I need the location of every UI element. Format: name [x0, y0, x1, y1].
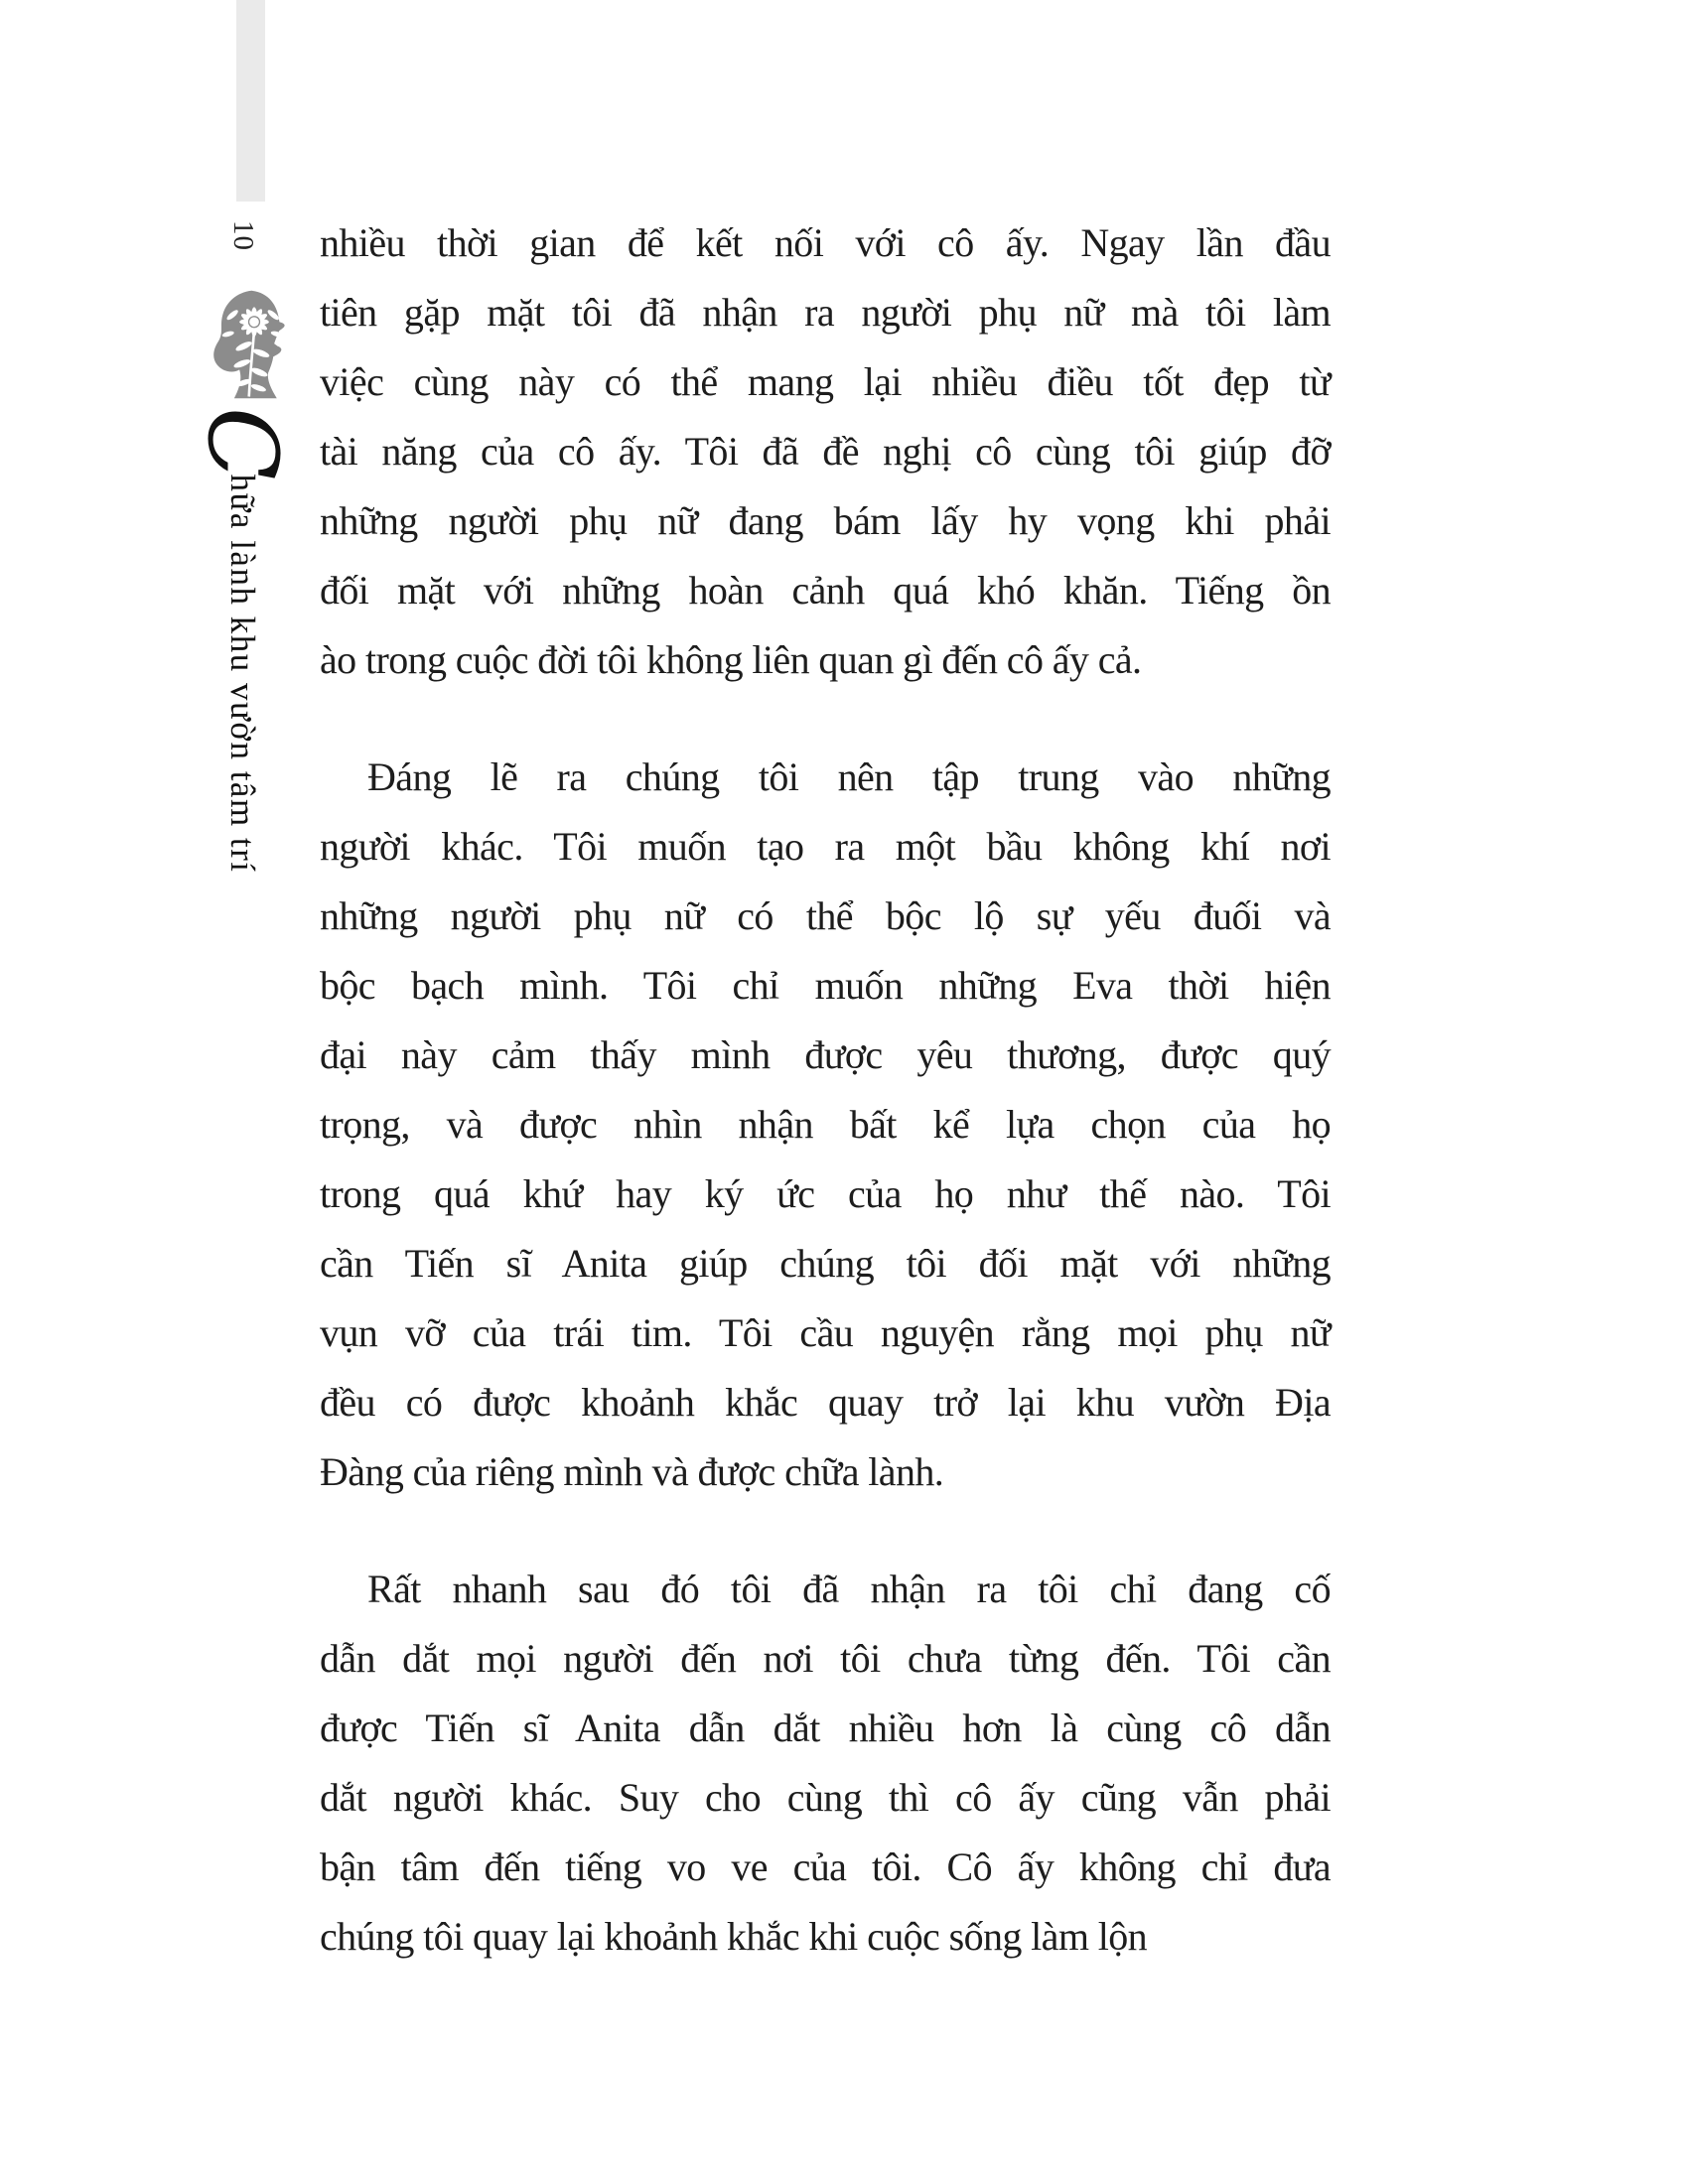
woman-flower-icon: [211, 289, 298, 400]
text-line: Đàng của riêng mình và được chữa lành.: [320, 1449, 944, 1494]
text-line: vụn vỡ của trái tim. Tôi cầu nguyện rằng mọi phụ nữ: [320, 1310, 1331, 1355]
text-line: trong quá khứ hay ký ức của họ như thế nào. Tôi: [320, 1171, 1331, 1216]
paragraph: [320, 208, 1331, 695]
text-line: bộc bạch mình. Tôi chỉ muốn những Eva thời hiện: [320, 963, 1331, 1008]
paragraph: [320, 743, 1331, 1507]
text-line: việc cùng này có thể mang lại nhiều điều tốt đẹp từ: [320, 359, 1331, 404]
woman-flower-icon-svg: [211, 289, 298, 400]
body-text: [320, 208, 1331, 1972]
text-line: Đáng lẽ ra chúng tôi nên tập trung vào những: [367, 754, 1331, 799]
page-number: 10: [227, 220, 259, 251]
text-line: trọng, và được nhìn nhận bất kể lựa chọn của họ: [320, 1102, 1331, 1147]
running-title-text: hữa lành khu vườn tâm trí: [223, 474, 262, 874]
margin-accent-bar: [236, 0, 265, 202]
text-line: chúng tôi quay lại khoảnh khắc khi cuộc sống làm lộn: [320, 1914, 1148, 1959]
text-line: dắt người khác. Suy cho cùng thì cô ấy cũng vẫn phải: [320, 1775, 1331, 1820]
text-line: người khác. Tôi muốn tạo ra một bầu không khí nơi: [320, 824, 1331, 869]
text-line: bận tâm đến tiếng vo ve của tôi. Cô ấy không chỉ đưa: [320, 1844, 1331, 1889]
text-line: dẫn dắt mọi người đến nơi tôi chưa từng đến. Tôi cần: [320, 1636, 1331, 1681]
text-line: nhiều thời gian để kết nối với cô ấy. Ngay lần đầu: [320, 220, 1331, 265]
text-line: những người phụ nữ đang bám lấy hy vọng khi phải: [320, 498, 1331, 543]
running-title-drop-cap: C: [187, 407, 298, 475]
paragraph: [320, 1555, 1331, 1972]
text-line: được Tiến sĩ Anita dẫn dắt nhiều hơn là cùng cô dẫn: [320, 1706, 1331, 1750]
text-line: tài năng của cô ấy. Tôi đã đề nghị cô cùng tôi giúp đỡ: [320, 429, 1331, 474]
text-line: đối mặt với những hoàn cảnh quá khó khăn. Tiếng ồn: [320, 568, 1331, 613]
running-title-vertical: [187, 407, 298, 1042]
text-line: đều có được khoảnh khắc quay trở lại khu vườn Địa: [320, 1380, 1331, 1425]
text-line: Rất nhanh sau đó tôi đã nhận ra tôi chỉ đang cố: [367, 1567, 1331, 1611]
text-line: tiên gặp mặt tôi đã nhận ra người phụ nữ mà tôi làm: [320, 290, 1331, 335]
text-line: cần Tiến sĩ Anita giúp chúng tôi đối mặt với những: [320, 1241, 1331, 1286]
text-line: những người phụ nữ có thể bộc lộ sự yếu đuối và: [320, 893, 1331, 938]
text-line: đại này cảm thấy mình được yêu thương, được quý: [320, 1032, 1331, 1077]
text-line: ào trong cuộc đời tôi không liên quan gì đến cô ấy cả.: [320, 637, 1142, 682]
